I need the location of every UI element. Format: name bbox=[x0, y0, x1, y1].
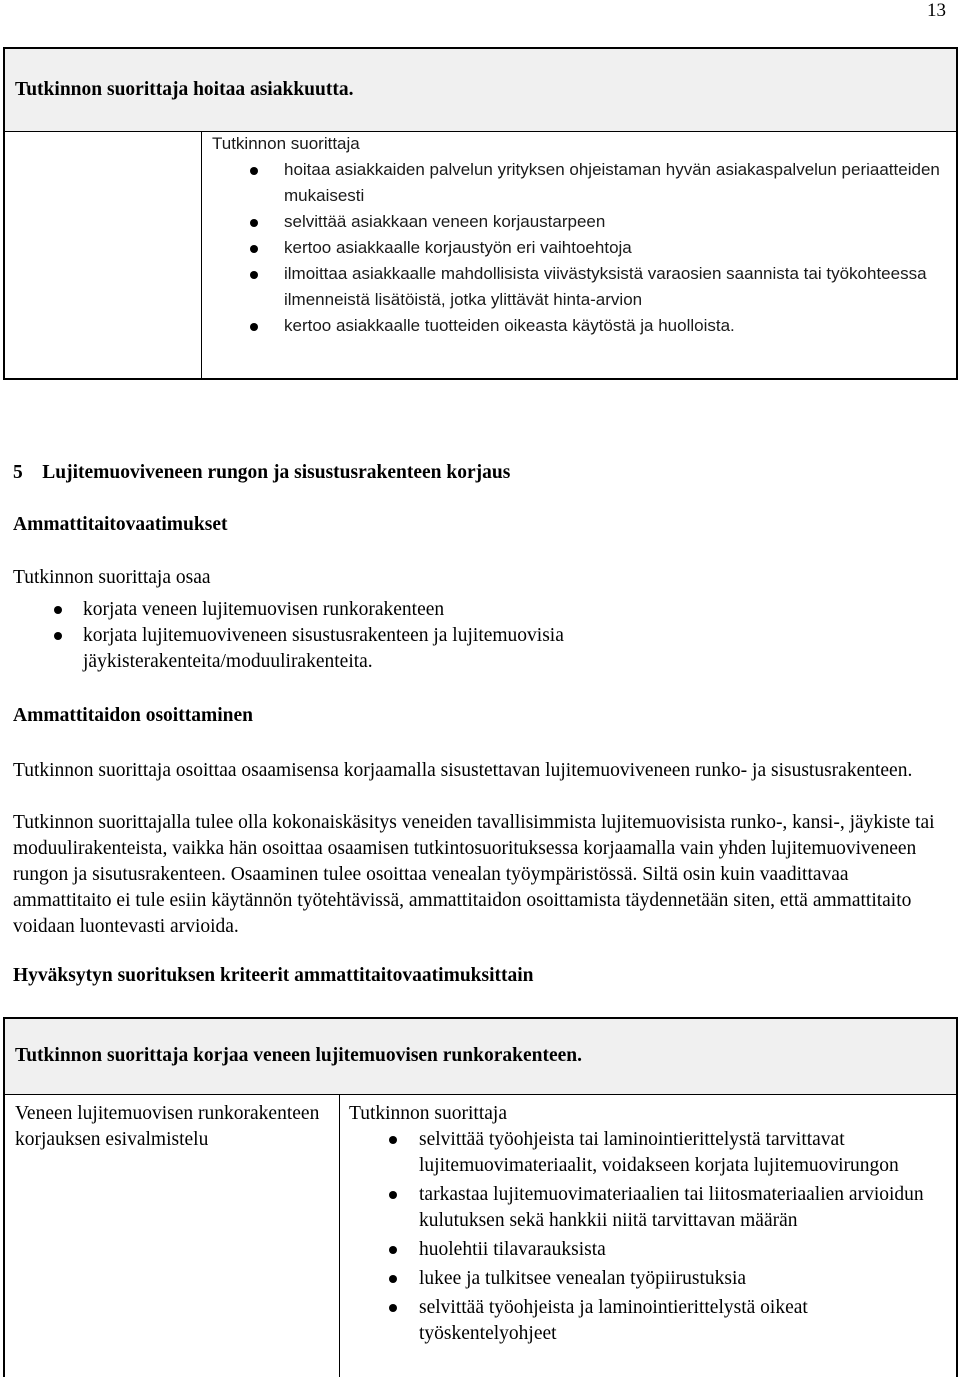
bullet-list bbox=[212, 157, 956, 339]
table-header bbox=[5, 49, 956, 132]
table-cell bbox=[212, 131, 956, 339]
requirements-table-1 bbox=[3, 47, 958, 380]
cell-intro: Tutkinnon suorittaja bbox=[212, 134, 360, 153]
subheading-demonstration: Ammattitaidon osoittaminen bbox=[13, 705, 253, 726]
page-number: 13 bbox=[927, 0, 946, 21]
list-item-text: korjata lujitemuoviveneen sisustusrakenteen ja lujitemuovisia jäykisterakenteita/moduulirakenteita. bbox=[83, 625, 564, 672]
bullet-icon bbox=[54, 606, 62, 614]
bullet-icon bbox=[389, 1136, 397, 1144]
list-item bbox=[349, 1182, 949, 1234]
list-item-text: kertoo asiakkaalle tuotteiden oikeasta käytöstä ja huolloista. bbox=[284, 316, 735, 335]
bullet-icon bbox=[250, 167, 258, 175]
bullet-icon bbox=[54, 632, 62, 640]
section-heading: 5 Lujitemuoviveneen rungon ja sisustusrakenteen korjaus bbox=[13, 462, 511, 483]
cell-intro: Tutkinnon suorittaja bbox=[349, 1103, 507, 1124]
column-divider bbox=[339, 1095, 340, 1377]
table-title: Tutkinnon suorittaja hoitaa asiakkuutta. bbox=[15, 79, 354, 100]
list-item bbox=[349, 1127, 949, 1179]
list-item-text: selvittää työohjeista tai laminointierittelystä tarvittavat lujitemuovimateriaalit, voidakseen korjata lujitemuovirungon bbox=[419, 1129, 899, 1176]
list-item-text: tarkastaa lujitemuovimateriaalien tai liitosmateriaalien arvioidun kulutuksen sekä hankkii niitä tarvittavan määrän bbox=[419, 1184, 924, 1231]
list-item bbox=[212, 261, 956, 313]
list-item-text: ilmoittaa asiakkaalle mahdollisista viivästyksistä varaosien saannista tai työkohteessa ilmenneistä lisätöistä, jotka ylittävät hinta-arvion bbox=[284, 264, 927, 309]
list-item bbox=[212, 209, 956, 235]
bullet-icon bbox=[389, 1191, 397, 1199]
bullet-icon bbox=[250, 323, 258, 331]
list-item bbox=[212, 313, 956, 339]
list-item bbox=[212, 157, 956, 209]
bullet-icon bbox=[250, 271, 258, 279]
list-item-text: hoitaa asiakkaiden palvelun yrityksen ohjeistaman hyvän asiakaspalvelun periaatteiden mukaisesti bbox=[284, 160, 940, 205]
bullet-icon bbox=[389, 1304, 397, 1312]
bullet-icon bbox=[250, 219, 258, 227]
list-item bbox=[13, 623, 683, 675]
subheading-requirements: Ammattitaitovaatimukset bbox=[13, 514, 228, 535]
list-item bbox=[349, 1295, 949, 1347]
criteria-table bbox=[3, 1017, 958, 1377]
list-item bbox=[349, 1266, 949, 1292]
list-item-text: selvittää työohjeista ja laminointierittelystä oikeat työskentelyohjeet bbox=[419, 1297, 808, 1344]
list-item-text: lukee ja tulkitsee venealan työpiirustuksia bbox=[419, 1268, 747, 1289]
bullet-icon bbox=[250, 245, 258, 253]
table-cell-right bbox=[349, 1101, 949, 1350]
column-divider bbox=[201, 132, 202, 378]
list-item-text: korjata veneen lujitemuovisen runkorakenteen bbox=[83, 599, 445, 620]
list-item bbox=[13, 597, 683, 623]
bullet-list bbox=[349, 1127, 949, 1347]
table-header bbox=[5, 1019, 956, 1095]
paragraph: Tutkinnon suorittaja osoittaa osaamisensa korjaamalla sisustettavan lujitemuoviveneen runko- ja sisustusrakenteen. bbox=[13, 760, 913, 781]
paragraph: Tutkinnon suorittajalla tulee olla kokonaiskäsitys veneiden tavallisimmista lujitemuovisista runko-, kansi-, jäykiste tai moduulirakenteista, vaikka hän osoittaa osaamisen tutkintosuorituksessa korjaamalla vain yhden lujitemuoviveneen rungon ja sisutusrakenteen. Osaaminen tulee osoittaa venealan työympäristössä. Siltä osin kuin vaadittavaa ammattitaito ei tule esiin käytännön työtehtävissä, ammattitaidon osoittamista täydennetään siten, että ammattitaito voidaan luontevasti arvioida. bbox=[13, 812, 935, 937]
list-item bbox=[212, 235, 956, 261]
table-cell-left: Veneen lujitemuovisen runkorakenteen korjauksen esivalmistelu bbox=[15, 1103, 320, 1150]
table-title: Tutkinnon suorittaja korjaa veneen lujitemuovisen runkorakenteen. bbox=[15, 1045, 582, 1066]
requirements-list bbox=[13, 597, 683, 675]
subheading-criteria: Hyväksytyn suorituksen kriteerit ammattitaitovaatimuksittain bbox=[13, 965, 534, 986]
list-item bbox=[349, 1237, 949, 1263]
requirements-intro: Tutkinnon suorittaja osaa bbox=[13, 567, 211, 588]
list-item-text: selvittää asiakkaan veneen korjaustarpeen bbox=[284, 212, 606, 231]
list-item-text: huolehtii tilavarauksista bbox=[419, 1239, 606, 1260]
bullet-icon bbox=[389, 1275, 397, 1283]
list-item-text: kertoo asiakkaalle korjaustyön eri vaihtoehtoja bbox=[284, 238, 632, 257]
bullet-icon bbox=[389, 1246, 397, 1254]
